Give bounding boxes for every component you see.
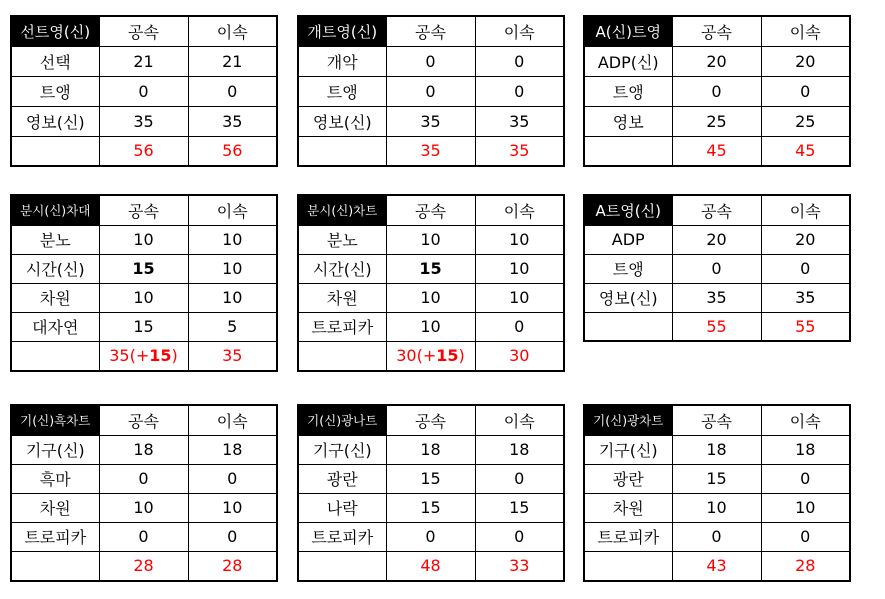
header-attack-speed: 공속 xyxy=(672,16,761,46)
cell-move-speed: 0 xyxy=(188,522,277,551)
row-label: 트앵 xyxy=(584,76,672,106)
total-attack-speed: 43 xyxy=(672,551,761,581)
total-row xyxy=(11,551,277,581)
table-seon-teu-yeong xyxy=(10,15,278,167)
cell-attack-speed: 15 xyxy=(99,312,188,341)
total-attack-speed: 55 xyxy=(672,312,761,341)
cell-move-speed: 21 xyxy=(188,46,277,76)
table-row xyxy=(11,435,277,464)
header-move-speed: 이속 xyxy=(188,195,277,225)
row-label: 트로피카 xyxy=(298,312,386,341)
header-move-speed: 이속 xyxy=(188,405,277,435)
table-title: 기(신)흑차트 xyxy=(11,405,99,435)
cell-move-speed: 18 xyxy=(761,435,850,464)
cell-move-speed: 0 xyxy=(761,254,850,283)
header-move-speed: 이속 xyxy=(188,16,277,46)
cell-move-speed: 0 xyxy=(761,76,850,106)
table-a-teu-yeong-2 xyxy=(583,194,851,342)
table-row xyxy=(584,522,850,551)
header-move-speed: 이속 xyxy=(761,405,850,435)
cell-attack-speed: 10 xyxy=(99,225,188,254)
cell-attack-speed: 0 xyxy=(386,46,475,76)
table-row xyxy=(584,283,850,312)
cell-attack-speed: 18 xyxy=(386,435,475,464)
total-base: 35(+ xyxy=(109,346,150,366)
table-row xyxy=(11,106,277,136)
table-row xyxy=(298,312,564,341)
header-move-speed: 이속 xyxy=(761,195,850,225)
header-attack-speed: 공속 xyxy=(386,16,475,46)
cell-move-speed: 0 xyxy=(475,312,564,341)
total-row xyxy=(298,551,564,581)
cell-attack-speed: 10 xyxy=(386,225,475,254)
cell-move-speed: 35 xyxy=(761,283,850,312)
table-title: 분시(신)차트 xyxy=(298,195,386,225)
row-label: ADP xyxy=(584,225,672,254)
cell-attack-speed: 18 xyxy=(672,435,761,464)
table-title: 선트영(신) xyxy=(11,16,99,46)
cell-move-speed: 10 xyxy=(761,493,850,522)
row-label: 나락 xyxy=(298,493,386,522)
total-label-empty xyxy=(584,136,672,166)
header-attack-speed: 공속 xyxy=(672,405,761,435)
row-label: 시간(신) xyxy=(298,254,386,283)
header-move-speed: 이속 xyxy=(475,16,564,46)
table-title: 분시(신)차대 xyxy=(11,195,99,225)
row-label: 기구(신) xyxy=(584,435,672,464)
cell-attack-speed: 0 xyxy=(672,76,761,106)
total-row xyxy=(584,312,850,341)
total-move-speed: 30 xyxy=(475,341,564,371)
row-label: 트앵 xyxy=(298,76,386,106)
row-label: 영보(신) xyxy=(584,283,672,312)
table-row xyxy=(11,312,277,341)
table-row xyxy=(298,493,564,522)
cell-move-speed: 10 xyxy=(475,283,564,312)
row-label: 광란 xyxy=(298,464,386,493)
table-row xyxy=(298,464,564,493)
row-label: 흑마 xyxy=(11,464,99,493)
cell-attack-speed: 15 xyxy=(672,464,761,493)
cell-move-speed: 35 xyxy=(475,106,564,136)
row-label: 트로피카 xyxy=(584,522,672,551)
total-move-speed: 28 xyxy=(188,551,277,581)
table-row xyxy=(584,435,850,464)
row-label: 영보 xyxy=(584,106,672,136)
cell-attack-speed: 35 xyxy=(99,106,188,136)
header-move-speed: 이속 xyxy=(475,405,564,435)
row-label: 대자연 xyxy=(11,312,99,341)
cell-attack-speed: 0 xyxy=(672,254,761,283)
cell-attack-speed: 15 xyxy=(386,493,475,522)
header-attack-speed: 공속 xyxy=(386,195,475,225)
total-attack-speed xyxy=(99,341,188,371)
cell-attack-speed: 21 xyxy=(99,46,188,76)
table-row xyxy=(584,254,850,283)
row-label: 차원 xyxy=(298,283,386,312)
table-bun-si-cha-dae xyxy=(10,194,278,372)
cell-move-speed: 25 xyxy=(761,106,850,136)
table-title: A(신)트영 xyxy=(584,16,672,46)
header-attack-speed: 공속 xyxy=(99,405,188,435)
table-row xyxy=(11,254,277,283)
total-move-speed: 55 xyxy=(761,312,850,341)
table-gi-gwang-na-teu xyxy=(297,404,565,582)
table-row xyxy=(11,493,277,522)
table-row xyxy=(298,283,564,312)
cell-move-speed: 10 xyxy=(188,254,277,283)
row-label: 트로피카 xyxy=(298,522,386,551)
cell-move-speed: 0 xyxy=(188,76,277,106)
row-label: 선택 xyxy=(11,46,99,76)
cell-move-speed: 18 xyxy=(188,435,277,464)
cell-move-speed: 0 xyxy=(761,522,850,551)
cell-attack-speed: 15 xyxy=(386,254,475,283)
row-label: ADP(신) xyxy=(584,46,672,76)
total-move-speed: 28 xyxy=(761,551,850,581)
total-row xyxy=(584,551,850,581)
table-gi-gwang-cha-teu xyxy=(583,404,851,582)
cell-move-speed: 15 xyxy=(475,493,564,522)
table-bun-si-cha-teu xyxy=(297,194,565,372)
table-row xyxy=(11,522,277,551)
cell-attack-speed: 18 xyxy=(99,435,188,464)
row-label: 기구(신) xyxy=(298,435,386,464)
table-row xyxy=(298,225,564,254)
total-close: ) xyxy=(171,346,178,366)
table-row xyxy=(298,435,564,464)
table-row xyxy=(11,464,277,493)
cell-attack-speed: 15 xyxy=(99,254,188,283)
cell-move-speed: 35 xyxy=(188,106,277,136)
cell-move-speed: 0 xyxy=(475,76,564,106)
table-gae-teu-yeong xyxy=(297,15,565,167)
cell-attack-speed: 10 xyxy=(99,283,188,312)
total-label-empty xyxy=(584,551,672,581)
row-label: 트앵 xyxy=(584,254,672,283)
cell-attack-speed: 10 xyxy=(99,493,188,522)
row-label: 영보(신) xyxy=(298,106,386,136)
table-gi-heuk-cha-teu xyxy=(10,404,278,582)
cell-move-speed: 0 xyxy=(761,464,850,493)
row-label: 광란 xyxy=(584,464,672,493)
total-row xyxy=(11,341,277,371)
table-row xyxy=(11,76,277,106)
header-move-speed: 이속 xyxy=(475,195,564,225)
total-bonus: 15 xyxy=(436,346,459,366)
table-row xyxy=(584,46,850,76)
cell-move-speed: 10 xyxy=(188,493,277,522)
total-move-speed: 56 xyxy=(188,136,277,166)
total-attack-speed: 56 xyxy=(99,136,188,166)
cell-move-speed: 10 xyxy=(188,283,277,312)
total-label-empty xyxy=(298,136,386,166)
cell-move-speed: 0 xyxy=(475,46,564,76)
total-bonus: 15 xyxy=(149,346,172,366)
table-row xyxy=(298,254,564,283)
row-label: 트로피카 xyxy=(11,522,99,551)
cell-attack-speed: 25 xyxy=(672,106,761,136)
total-row xyxy=(298,136,564,166)
total-label-empty xyxy=(298,551,386,581)
cell-attack-speed: 0 xyxy=(386,76,475,106)
table-title: 기(신)광나트 xyxy=(298,405,386,435)
total-attack-speed: 28 xyxy=(99,551,188,581)
cell-move-speed: 0 xyxy=(475,522,564,551)
cell-move-speed: 20 xyxy=(761,225,850,254)
cell-attack-speed: 0 xyxy=(386,522,475,551)
total-base: 30(+ xyxy=(396,346,437,366)
header-attack-speed: 공속 xyxy=(386,405,475,435)
table-row xyxy=(11,46,277,76)
cell-move-speed: 0 xyxy=(475,464,564,493)
header-attack-speed: 공속 xyxy=(99,16,188,46)
header-move-speed: 이속 xyxy=(761,16,850,46)
header-attack-speed: 공속 xyxy=(672,195,761,225)
total-label-empty xyxy=(584,312,672,341)
cell-move-speed: 10 xyxy=(188,225,277,254)
table-row xyxy=(584,76,850,106)
row-label: 차원 xyxy=(584,493,672,522)
cell-attack-speed: 35 xyxy=(672,283,761,312)
total-label-empty xyxy=(298,341,386,371)
total-attack-speed: 48 xyxy=(386,551,475,581)
total-row xyxy=(584,136,850,166)
cell-attack-speed: 10 xyxy=(386,283,475,312)
cell-move-speed: 10 xyxy=(475,254,564,283)
cell-move-speed: 18 xyxy=(475,435,564,464)
table-title: A트영(신) xyxy=(584,195,672,225)
table-row xyxy=(584,464,850,493)
table-row xyxy=(584,493,850,522)
row-label: 트앵 xyxy=(11,76,99,106)
total-move-speed: 45 xyxy=(761,136,850,166)
table-row xyxy=(298,522,564,551)
table-row xyxy=(584,106,850,136)
cell-attack-speed: 35 xyxy=(386,106,475,136)
total-label-empty xyxy=(11,551,99,581)
row-label: 개악 xyxy=(298,46,386,76)
cell-move-speed: 5 xyxy=(188,312,277,341)
total-attack-speed xyxy=(386,341,475,371)
row-label: 영보(신) xyxy=(11,106,99,136)
cell-attack-speed: 20 xyxy=(672,46,761,76)
cell-move-speed: 10 xyxy=(475,225,564,254)
cell-attack-speed: 0 xyxy=(99,464,188,493)
cell-attack-speed: 15 xyxy=(386,464,475,493)
header-attack-speed: 공속 xyxy=(99,195,188,225)
table-row xyxy=(11,225,277,254)
row-label: 분노 xyxy=(11,225,99,254)
table-title: 기(신)광차트 xyxy=(584,405,672,435)
total-row xyxy=(11,136,277,166)
row-label: 차원 xyxy=(11,283,99,312)
total-label-empty xyxy=(11,341,99,371)
cell-attack-speed: 10 xyxy=(672,493,761,522)
total-move-speed: 35 xyxy=(475,136,564,166)
table-row xyxy=(298,76,564,106)
cell-attack-speed: 20 xyxy=(672,225,761,254)
table-row xyxy=(584,225,850,254)
row-label: 분노 xyxy=(298,225,386,254)
row-label: 차원 xyxy=(11,493,99,522)
table-row xyxy=(298,46,564,76)
total-move-speed: 35 xyxy=(188,341,277,371)
cell-move-speed: 20 xyxy=(761,46,850,76)
cell-attack-speed: 0 xyxy=(99,76,188,106)
table-title: 개트영(신) xyxy=(298,16,386,46)
row-label: 기구(신) xyxy=(11,435,99,464)
total-row xyxy=(298,341,564,371)
row-label: 시간(신) xyxy=(11,254,99,283)
cell-move-speed: 0 xyxy=(188,464,277,493)
total-attack-speed: 35 xyxy=(386,136,475,166)
total-label-empty xyxy=(11,136,99,166)
cell-attack-speed: 10 xyxy=(386,312,475,341)
table-row xyxy=(11,283,277,312)
table-row xyxy=(298,106,564,136)
total-move-speed: 33 xyxy=(475,551,564,581)
total-close: ) xyxy=(458,346,465,366)
cell-attack-speed: 0 xyxy=(99,522,188,551)
total-attack-speed: 45 xyxy=(672,136,761,166)
cell-attack-speed: 0 xyxy=(672,522,761,551)
table-a-teu-yeong-1 xyxy=(583,15,851,167)
